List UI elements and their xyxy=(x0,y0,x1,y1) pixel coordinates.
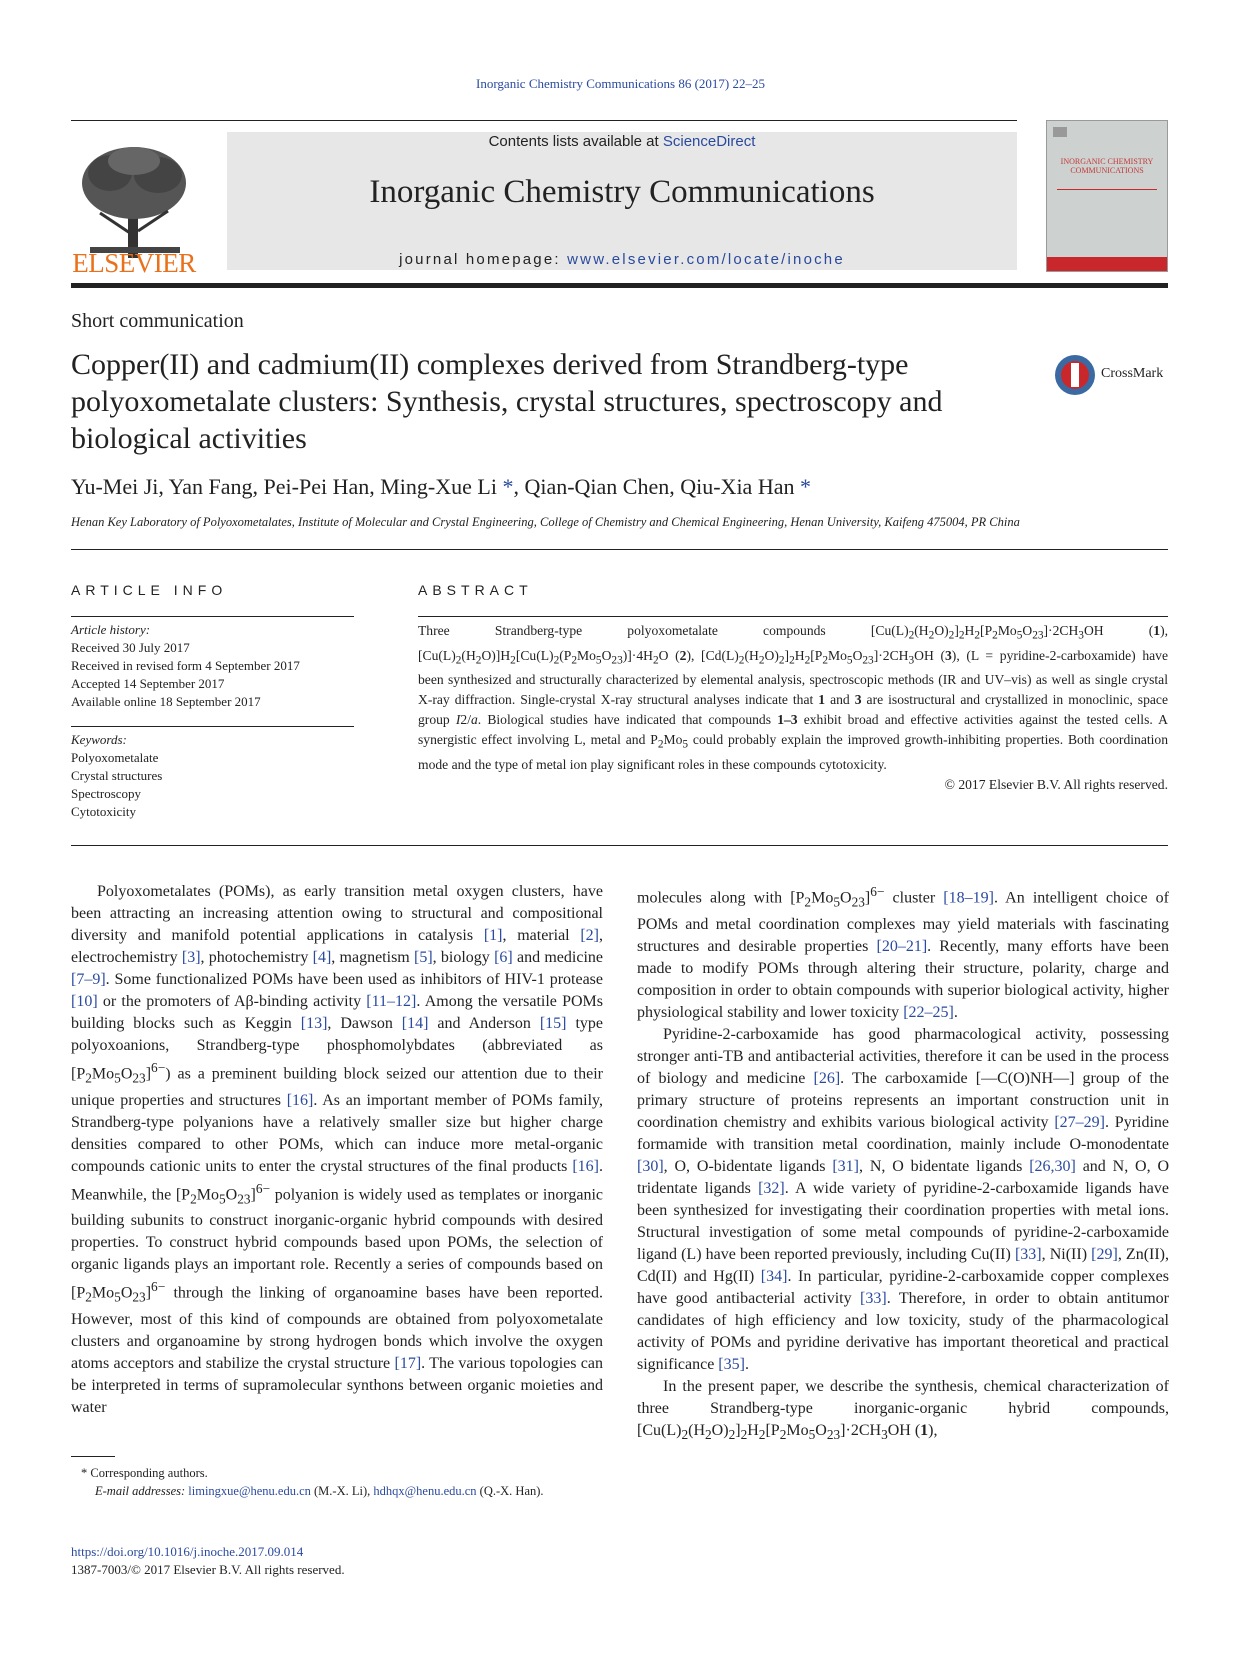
keywords-label: Keywords: xyxy=(71,732,127,747)
contents-prefix: Contents lists available at xyxy=(488,133,663,150)
body-column-right xyxy=(637,881,1169,1446)
article-info-heading: ARTICLE INFO xyxy=(71,582,228,598)
email-owner: (Q.-X. Han). xyxy=(479,1484,544,1498)
contents-line xyxy=(227,133,1017,150)
homepage-link[interactable]: www.elsevier.com/locate/inoche xyxy=(567,251,845,268)
homepage-line xyxy=(227,251,1017,268)
homepage-prefix: journal homepage: xyxy=(399,251,568,268)
author-list xyxy=(71,474,811,500)
footnote xyxy=(71,1464,611,1500)
article-history xyxy=(71,621,351,711)
section-type: Short communication xyxy=(71,310,244,332)
crossmark-icon xyxy=(1053,353,1097,397)
header-top-rule xyxy=(71,120,1017,121)
cover-logo-icon xyxy=(1053,127,1067,137)
info-rule xyxy=(71,616,354,617)
paragraph: Pyridine-2-carboxamide has good pharmacological activity, possessing stronger anti-TB and antibacterial activities, therefore it can be used in the process of biology and medicine [26]. The carboxamide [—C(O)NH—] group of the primary structure of proteins represents an important construction unit in coordination chemistry and exhibits various biological activity [27–29]. Pyridine formamide with transition metal coordination, mainly include O-monodentate [30], O, O-bidentate ligands [31], N, O bidentate ligands [26,30] and N, O, O tridentate ligands [32]. A wide variety of pyridine-2-carboxamide ligands have been synthesized for investigating their coordination properties with metal ions. Structural investigation of some metal compounds of pyridine-2-carboxamide ligand (L) have been reported previously, including Cu(II) [33], Ni(II) [29], Zn(II), Cd(II) and Hg(II) [34]. In particular, pyridine-2-carboxamide copper complexes have good antibacterial activity [33]. Therefore, in order to obtain antitumor candidates of high efficiency and low toxicity, study of the pharmacological activity of POMs and pyridine derivative has important theoretical and practical significance [35]. xyxy=(637,1025,1170,1373)
keywords-rule xyxy=(71,726,354,727)
crossmark-label: CrossMark xyxy=(1101,366,1164,381)
email-link[interactable]: hdhqx@henu.edu.cn xyxy=(373,1484,477,1498)
footnote-rule xyxy=(71,1456,115,1457)
cover-divider xyxy=(1057,189,1157,190)
cover-bottom-bar xyxy=(1047,257,1167,271)
email-link[interactable]: limingxue@henu.edu.cn xyxy=(188,1484,311,1498)
keywords xyxy=(71,731,351,821)
received-date: Received 30 July 2017 xyxy=(71,640,190,655)
crossmark-badge[interactable] xyxy=(1053,353,1173,397)
authors-first: Yu-Mei Ji, Yan Fang, Pei-Pei Han, Ming-Xue Li xyxy=(71,474,503,499)
email-note xyxy=(71,1482,611,1500)
revised-date: Received in revised form 4 September 2017 xyxy=(71,658,300,673)
doi-link[interactable]: https://doi.org/10.1016/j.inoche.2017.09.014 xyxy=(71,1544,304,1559)
accepted-date: Accepted 14 September 2017 xyxy=(71,676,225,691)
paragraph: Polyoxometalates (POMs), as early transition metal oxygen clusters, have been attracting an increasing attention owing to structural and compositional diversity and manifold potential applications in catalysis [1], material [2], electrochemistry [3], photochemistry [4], magnetism [5], biology [6] and medicine [7–9]. Some functionalized POMs have been used as inhibitors of HIV-1 protease [10] or the promoters of Aβ-binding activity [11–12]. Among the versatile POMs building blocks such as Keggin [13], Dawson [14] and Anderson [15] type polyoxoanions, Strandberg-type phosphomolybdates (abbreviated as $[P_2Mo_5O_{23}]^{6-}$) as a preminent building block seized our attention due to their unique properties and structures [16]. As an important member of POMs family, Strandberg-type polyanions have a relatively smaller size but higher charge densities compared to other POMs, which can induce more metal-organic compounds cationic units to enter the crystal structures of the final products [16]. Meanwhile, the $[P_2Mo_5O_{23}]^{6-}$ polyanion is widely used as templates or inorganic building subunits to construct inorganic-organic hybrid compounds with desired properties. To construct hybrid compounds based upon POMs, the selection of organic ligands plays an important role. Recently a series of compounds based on $[P_2Mo_5O_{23}]^{6-}$ through the linking of organoamine bases have been reported. However, most of this kind of compounds are obtained from polyoxometalate clusters and organoamine by strong hydrogen bonds which involve the oxygen atoms acceptors and stabilize the crystal structure [17]. The various topologies can be interpreted in terms of supramolecular synthons between organic moieties and water xyxy=(71,883,604,1416)
article-title: Copper(II) and cadmium(II) complexes derived from Strandberg-type polyoxometalate clusters: Synthesis, crystal structures, spectroscopy and biological activities xyxy=(71,348,943,455)
affiliation: Henan Key Laboratory of Polyoxometalates, Institute of Molecular and Crystal Engineering, College of Chemistry and Chemical Engineering, Henan University, Kaifeng 475004, PR China xyxy=(71,515,1020,529)
paragraph: molecules along with $[P_2Mo_5O_{23}]^{6-}$ cluster [18–19]. An intelligent choice of POMs and metal coordination complexes may yield materials with fascinating structures and desirable properties [20–21]. Recently, many efforts have been made to modify POMs through altering their structure, polarity, charge and composition in order to obtain compounds with superior biological activity, higher physiological stability and lower toxicity [22–25]. xyxy=(637,884,1170,1021)
keyword: Crystal structures xyxy=(71,768,163,783)
issn-copyright: 1387-7003/© 2017 Elsevier B.V. All rights reserved. xyxy=(71,1562,345,1577)
cover-title: INORGANIC CHEMISTRY COMMUNICATIONS xyxy=(1060,157,1154,175)
doi-block xyxy=(71,1543,345,1579)
history-label: Article history: xyxy=(71,622,151,637)
corresponding-text: Corresponding authors. xyxy=(90,1466,208,1480)
sciencedirect-link[interactable]: ScienceDirect xyxy=(662,133,756,150)
journal-cover-thumbnail[interactable] xyxy=(1046,120,1168,272)
paragraph: In the present paper, we describe the synthesis, chemical characterization of three Strandberg-type inorganic-organic hybrid compounds, $[Cu(L)_2(H_2O)_2]_2H_2[P_2Mo_5O_{23}]\cdot 2CH_3OH$ (1), xyxy=(637,1377,1169,1442)
keyword: Cytotoxicity xyxy=(71,804,136,819)
abstract-body: Three Strandberg-type polyoxometalate compounds $[Cu(L)_2(H_2O)_2]_2H_2[P_2Mo_5O_{23}]\cdot 2CH_3OH$ (1), $[Cu(L)_2(H_2O)]H_2[Cu(L)_2(P_2Mo_5O_{23})]\cdot 4H_2O$ (2), $[Cd(L)_2(H_2O)_2]_2H_2[P_2Mo_5O_{23}]\cdot 2CH_3OH$ (3), (L = pyridine-2-carboxamide) have been synthesized and structurally characterized by elemental analysis, spectroscopic methods (IR and UV–vis) as well as single crystal X-ray diffraction. Single-crystal X-ray structural analyses indicate that 1 and 3 are isostructural and crystallized in monoclinic, space group I2/a. Biological studies have indicated that compounds 1–3 exhibit broad and effective activities against the tested cells. A synergistic effect involving L, metal and $P_2Mo_5$ could probably explain the improved growth-inhibiting properties. Both coordination mode and the type of metal ion play significant roles in these compounds cytotoxicity. © 2017 Elsevier B.V. All rights reserved. xyxy=(418,621,1168,795)
corresponding-author-mark[interactable]: * xyxy=(502,474,514,499)
online-date: Available online 18 September 2017 xyxy=(71,694,261,709)
title-rule xyxy=(71,549,1168,550)
keyword: Spectroscopy xyxy=(71,786,142,801)
corresponding-note: * Corresponding authors. xyxy=(81,1466,208,1480)
abstract-bottom-rule xyxy=(71,845,1168,846)
journal-citation[interactable]: Inorganic Chemistry Communications 86 (2017) 22–25 xyxy=(476,76,765,91)
elsevier-wordmark: ELSEVIER xyxy=(72,248,196,278)
journal-title: Inorganic Chemistry Communications xyxy=(369,174,875,210)
abstract-copyright: © 2017 Elsevier B.V. All rights reserved. xyxy=(944,777,1168,793)
email-label: E-mail addresses: xyxy=(95,1484,186,1498)
body-column-left xyxy=(71,881,603,1419)
abstract-rule xyxy=(418,616,1168,617)
corresponding-author-mark[interactable]: * xyxy=(799,474,811,499)
header-bottom-rule xyxy=(71,283,1168,288)
abstract-heading: ABSTRACT xyxy=(418,582,533,598)
keyword: Polyoxometalate xyxy=(71,750,159,765)
authors-second: , Qian-Qian Chen, Qiu-Xia Han xyxy=(513,474,800,499)
email-owner: (M.-X. Li), xyxy=(314,1484,371,1498)
